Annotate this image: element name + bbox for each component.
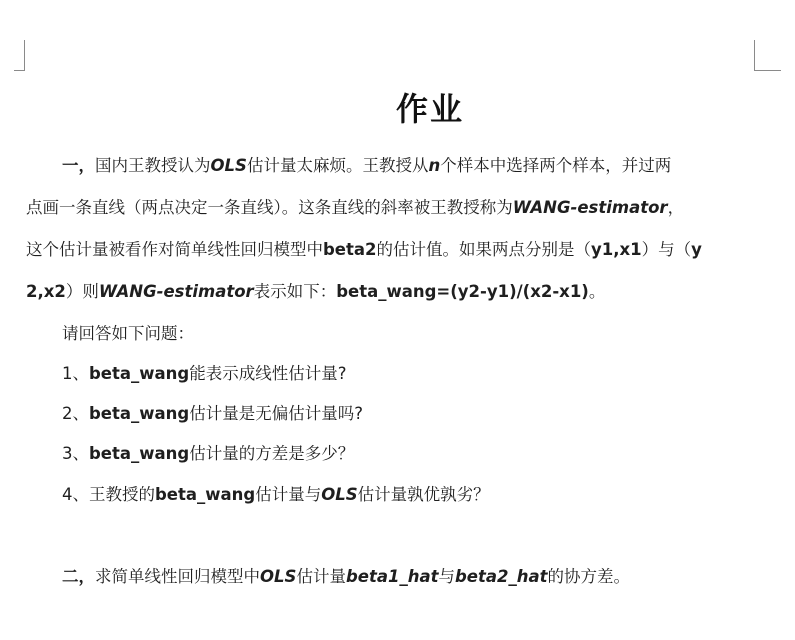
paragraph-line-2	[26, 194, 684, 218]
section-2-label: 二，	[62, 567, 95, 586]
point-1-term: y1,x1	[591, 240, 642, 259]
paragraph-line-3	[26, 236, 702, 260]
question-number: 4、	[62, 485, 89, 504]
section-2-line	[62, 563, 630, 587]
text-run: 国内王教授认为	[95, 156, 211, 175]
paragraph-line-4	[26, 278, 605, 302]
beta2-hat-term: beta2_hat	[454, 567, 548, 586]
text-run: ，	[667, 198, 685, 217]
text-run: 的协方差。	[547, 567, 630, 586]
text-run: 估计量的方差是多少？	[189, 444, 355, 463]
text-run: ）则	[65, 282, 99, 301]
beta2-term: beta2	[323, 240, 377, 259]
wang-estimator-term: WANG-estimator	[98, 282, 254, 301]
question-number: 2、	[62, 404, 89, 423]
beta1-hat-term: beta1_hat	[345, 567, 439, 586]
text-run: 与	[438, 567, 455, 586]
text-run: 点画一条直线（两点决定一条直线）。这条直线的斜率被王教授称为	[26, 198, 513, 217]
n-term: n	[428, 156, 441, 175]
beta-wang-term: beta_wang	[89, 404, 190, 423]
text-run: 的估计值。如果两点分别是（	[376, 240, 592, 259]
question-number: 1、	[62, 364, 89, 383]
crop-mark-top-right	[754, 40, 781, 71]
point-2-term-end: 2,x2	[26, 282, 66, 301]
ols-term: OLS	[260, 567, 297, 586]
section-1-label: 一，	[62, 156, 95, 175]
document-title: 作业	[395, 90, 464, 128]
text-run: 估计量与	[255, 485, 322, 504]
question-2	[62, 400, 363, 424]
text-run: 估计量是无偏估计量吗?	[189, 404, 363, 423]
text-run: 能表示成线性估计量?	[189, 364, 347, 383]
text-run: 王教授的	[89, 485, 155, 504]
questions-prompt: 请回答如下问题：	[62, 324, 194, 343]
beta-wang-formula: beta_wang=(y2-y1)/(x2-x1)	[336, 282, 589, 301]
text-run: 估计量孰优孰劣？	[357, 485, 490, 504]
paragraph-line-1	[62, 152, 671, 176]
crop-mark-top-left	[14, 40, 25, 71]
wang-estimator-term: WANG-estimator	[512, 198, 668, 217]
beta-wang-term: beta_wang	[89, 444, 190, 463]
point-2-term-start: y	[691, 240, 702, 259]
text-run: 个样本中选择两个样本，并过两	[440, 156, 672, 175]
text-run: 估计量	[296, 567, 346, 586]
beta-wang-term: beta_wang	[155, 485, 256, 504]
question-3	[62, 440, 354, 464]
text-run: 估计量太麻烦。王教授从	[246, 156, 429, 175]
text-run: 这个估计量被看作对简单线性回归模型中	[26, 240, 323, 259]
text-run: 表示如下：	[253, 282, 337, 301]
text-run: 求简单线性回归模型中	[95, 567, 260, 586]
text-run: ）与（	[641, 240, 692, 259]
beta-wang-term: beta_wang	[89, 364, 190, 383]
ols-term: OLS	[210, 156, 247, 175]
question-4	[62, 481, 490, 505]
question-number: 3、	[62, 444, 89, 463]
ols-term: OLS	[321, 485, 358, 504]
question-1	[62, 360, 346, 384]
text-run: 。	[588, 282, 606, 301]
